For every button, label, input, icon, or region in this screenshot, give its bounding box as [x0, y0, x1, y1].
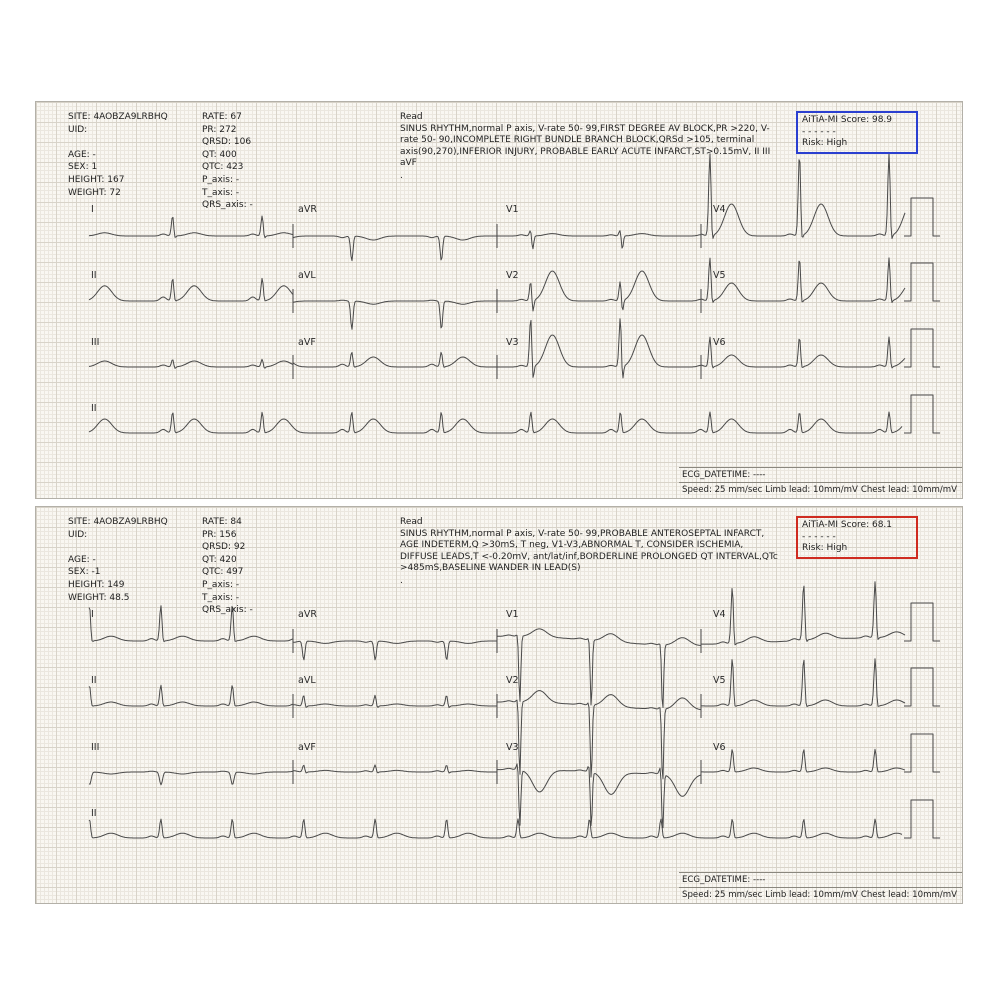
read-text: SINUS RHYTHM,normal P axis, V-rate 50- 99,FIRST DEGREE AV BLOCK,PR >220, V-rate 50- 90,INCOMPLETE RIGHT BUNDLE BRANCH BLOCK,QRSd >105, terminal axis(90,270),INFERIOR INJURY, PROBABLE EARLY ACUTE INFARCT,ST>0.15mV, II III aVF [400, 123, 771, 169]
lead-label-V5: V5 [713, 270, 726, 281]
score-value: AiTiA-MI Score: 98.9 [802, 115, 893, 125]
ecg-panel-1 [35, 101, 963, 499]
info-spacer [68, 541, 168, 554]
lead-label-V6: V6 [713, 742, 726, 753]
lead-label-V1: V1 [506, 609, 519, 620]
measurements [202, 111, 253, 212]
footer [679, 872, 962, 903]
meas-p-axis: P_axis: - [202, 174, 240, 185]
ecg-trace-V6 [701, 337, 905, 368]
calibration-pulse [904, 263, 940, 301]
calibration-pulse [904, 800, 940, 838]
meas-rate: RATE: 84 [202, 517, 242, 527]
meas-qtc: QTC: 423 [202, 162, 244, 173]
info-weight: WEIGHT: 72 [68, 187, 121, 198]
lead-label-V2: V2 [506, 675, 519, 686]
score-dashes: - - - - - - [802, 531, 836, 542]
ecg-trace-aVR [293, 236, 497, 261]
ecg-datetime: ECG_DATETIME: ---- [679, 873, 962, 888]
ecg-trace-aVF [293, 765, 497, 773]
meas-t-axis: T_axis: - [202, 592, 240, 603]
score-dashes: - - - - - - [802, 126, 836, 137]
calibration-pulse [904, 198, 940, 236]
lead-label-II: II [91, 808, 97, 819]
ecg-trace-V2 [497, 271, 701, 311]
info-age: AGE: - [68, 554, 96, 565]
chest-lead-gain: Chest lead: 10mm/mV [860, 485, 957, 495]
lead-label-aVL: aVL [298, 675, 316, 686]
calibration-pulse [904, 734, 940, 772]
lead-label-V6: V6 [713, 337, 726, 348]
limb-lead-gain: Limb lead: 10mm/mV [765, 890, 858, 900]
lead-label-V3: V3 [506, 742, 519, 753]
ecg-trace-II [89, 685, 293, 706]
ecg-trace-aVL [293, 300, 497, 329]
read-title: Read [400, 517, 423, 527]
info-spacer [68, 136, 168, 149]
meas-qrs-axis: QRS_axis: - [202, 605, 253, 616]
ecg-trace-V3 [497, 764, 701, 828]
risk-level: Risk: High [802, 138, 848, 148]
read-section [400, 516, 778, 588]
calibration-pulse [904, 603, 940, 641]
meas-pr: PR: 156 [202, 529, 237, 540]
ecg-trace-V6 [701, 749, 905, 772]
lead-label-I: I [91, 609, 94, 620]
lead-label-aVF: aVF [298, 337, 316, 348]
meas-rate: RATE: 67 [202, 112, 242, 122]
lead-label-II: II [91, 270, 97, 281]
meas-p-axis: P_axis: - [202, 579, 240, 590]
lead-label-II: II [91, 403, 97, 414]
meas-qrs-axis: QRS_axis: - [202, 200, 253, 211]
risk-level: Risk: High [802, 543, 848, 553]
info-sex: SEX: -1 [68, 567, 101, 578]
meas-pr: PR: 272 [202, 124, 237, 135]
ecg-trace-V4 [701, 582, 905, 645]
calibration-pulse [904, 329, 940, 367]
calibration-pulse [904, 668, 940, 706]
speed-setting: Speed: 25 mm/sec [682, 485, 763, 495]
info-height: HEIGHT: 149 [68, 579, 125, 590]
info-uid: UID: [68, 124, 88, 135]
patient-info [68, 516, 168, 604]
ecg-trace-V1 [497, 231, 701, 249]
ecg-trace-II [89, 819, 902, 838]
meas-qtc: QTC: 497 [202, 567, 244, 578]
lead-label-aVL: aVL [298, 270, 316, 281]
read-trailing-dot: . [400, 575, 403, 586]
ecg-trace-III [89, 359, 293, 368]
lead-label-V2: V2 [506, 270, 519, 281]
score-value: AiTiA-MI Score: 68.1 [802, 520, 893, 530]
lead-label-III: III [91, 337, 100, 348]
read-text: SINUS RHYTHM,normal P axis, V-rate 50- 99,PROBABLE ANTEROSEPTAL INFARCT, AGE INDETERM,Q >30mS, T neg, V1-V3,ABNORMAL T, CONSIDER ISCHEMIA, DIFFUSE LEADS,T <-0.20mV, ant/lat/inf,BORDERLINE PROLONGED QT INTERVAL,QTc >485mS,BASELINE WANDER IN LEAD(S) [400, 528, 778, 574]
meas-qt: QT: 420 [202, 554, 237, 565]
ecg-trace-aVL [293, 695, 497, 707]
ecg-trace-aVF [293, 352, 497, 367]
lead-label-aVR: aVR [298, 609, 317, 620]
lead-label-V4: V4 [713, 609, 726, 620]
info-sex: SEX: 1 [68, 162, 98, 173]
meas-qrsd: QRSD: 106 [202, 137, 252, 148]
meas-qt: QT: 400 [202, 149, 237, 160]
footer [679, 467, 962, 498]
aitia-mi-score-box [796, 111, 918, 154]
limb-lead-gain: Limb lead: 10mm/mV [765, 485, 858, 495]
calibration-pulse [904, 395, 940, 433]
lead-label-aVR: aVR [298, 204, 317, 215]
lead-label-I: I [91, 204, 94, 215]
ecg-trace-aVR [293, 641, 497, 660]
lead-label-V3: V3 [506, 337, 519, 348]
info-uid: UID: [68, 529, 88, 540]
ecg-trace-V3 [497, 319, 701, 378]
meas-t-axis: T_axis: - [202, 187, 240, 198]
ecg-trace-V1 [497, 629, 701, 708]
read-title: Read [400, 112, 423, 122]
ecg-trace-V5 [701, 659, 905, 707]
info-age: AGE: - [68, 149, 96, 160]
ecg-trace-II [89, 278, 293, 301]
measurements [202, 516, 253, 617]
read-section [400, 111, 778, 183]
ecg-trace-II [89, 412, 902, 433]
speed-setting: Speed: 25 mm/sec [682, 890, 763, 900]
lead-label-V1: V1 [506, 204, 519, 215]
read-trailing-dot: . [400, 170, 403, 181]
info-weight: WEIGHT: 48.5 [68, 592, 130, 603]
ecg-trace-I [89, 216, 293, 238]
ecg-datetime: ECG_DATETIME: ---- [679, 468, 962, 483]
lead-label-aVF: aVF [298, 742, 316, 753]
ecg-trace-III [89, 771, 293, 785]
ecg-panel-2 [35, 506, 963, 904]
patient-info [68, 111, 168, 199]
lead-label-V5: V5 [713, 675, 726, 686]
ecg-trace-V5 [701, 258, 905, 303]
info-height: HEIGHT: 167 [68, 174, 125, 185]
lead-label-V4: V4 [713, 204, 726, 215]
chest-lead-gain: Chest lead: 10mm/mV [860, 890, 957, 900]
info-site: SITE: 4AOBZA9LRBHQ [68, 112, 168, 122]
aitia-mi-score-box [796, 516, 918, 559]
ecg-trace-V2 [497, 691, 701, 779]
ecg-trace-I [89, 606, 293, 642]
lead-label-III: III [91, 742, 100, 753]
info-site: SITE: 4AOBZA9LRBHQ [68, 517, 168, 527]
lead-label-II: II [91, 675, 97, 686]
meas-qrsd: QRSD: 92 [202, 542, 246, 553]
